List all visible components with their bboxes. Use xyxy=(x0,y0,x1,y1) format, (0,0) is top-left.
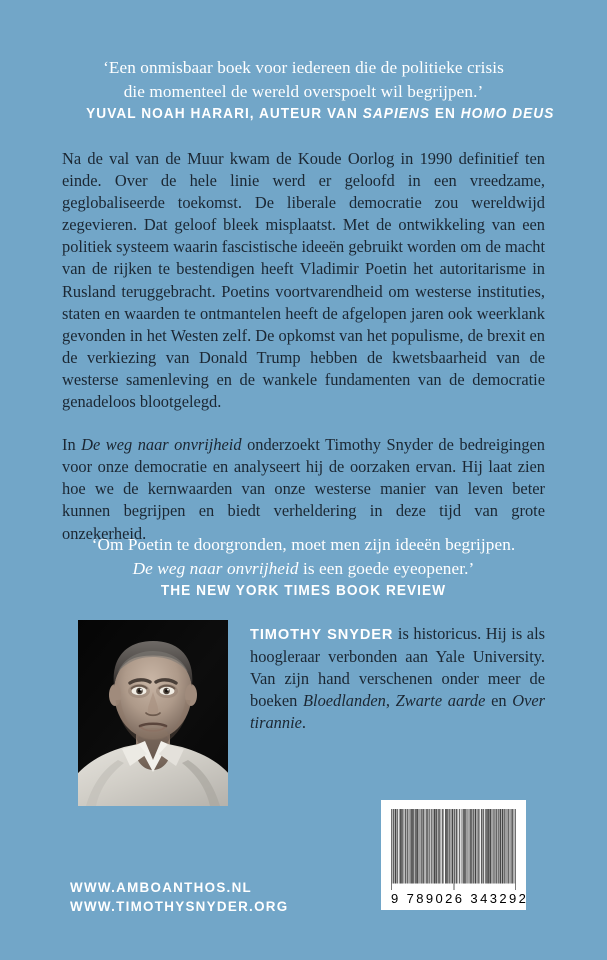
barcode-digits: 9 789026 343292 xyxy=(391,891,529,906)
bottom-pull-quote xyxy=(62,533,545,599)
author-name: TIMOTHY SNYDER xyxy=(250,627,394,643)
author-bio xyxy=(250,620,545,734)
top-quote-attribution xyxy=(86,105,555,122)
bottom-quote-attribution: THE NEW YORK TIMES BOOK REVIEW xyxy=(160,582,447,599)
author-book-zwarte-aarde: Zwarte aarde xyxy=(395,691,486,711)
blurb-p2-lead: In xyxy=(62,435,82,455)
bottom-quote-line-2-rest: is een goede eyeopener.’ xyxy=(298,558,475,578)
author-bio-sep-2: en xyxy=(485,691,513,711)
blurb-paragraph-1: Na de val van de Muur kwam de Koude Oorlog in 1990 definitief ten einde. Over de hele linie werd er geloofd in een vreedzame, geglobaliseerde toekomst. De liberale democratie zou wereldwijd zegevieren. Dat geloof bleek misplaatst. Met de ontwikkeling van een politiek systeem waarin fascistische ideeën gebruikt worden om de macht van de rijken te bestendigen heeft Vladimir Poetin het autoritarisme in Rusland teruggebracht. Poetins voortvarendheid om westerse instituties, staten en waarden te ontmantelen heeft de afgelopen jaren ook weerklank gevonden in het Westen zelf. De opkomst van het populisme, de brexit en de verkiezing van Donald Trump hebben de kwetsbaarheid van de westerse samenleving en de wankele fundamenten van de democratie genadeloos blootgelegd. xyxy=(62,149,545,412)
author-url[interactable]: WWW.TIMOTHYSNYDER.ORG xyxy=(70,899,289,914)
author-section xyxy=(78,620,545,806)
top-pull-quote xyxy=(62,56,555,122)
attribution-book-title-homo-deus: HOMO DEUS xyxy=(460,105,555,122)
publisher-url[interactable]: WWW.AMBOANTHOS.NL xyxy=(70,880,253,895)
author-book-over-tirannie: Over tirannie xyxy=(250,691,545,733)
top-quote-line-2: die momenteel de wereld overspoelt wil begrijpen.’ xyxy=(123,81,484,101)
blurb-paragraph-2 xyxy=(62,434,545,544)
author-book-bloedlanden: Bloedlanden xyxy=(303,691,386,711)
attribution-conjunction: EN xyxy=(430,105,461,122)
bottom-quote-book-title: De weg naar onvrijheid xyxy=(132,558,299,578)
top-quote-line-1: ‘Een onmisbaar boek voor iedereen die de politieke crisis xyxy=(103,58,504,77)
barcode xyxy=(381,800,529,910)
author-bio-end: . xyxy=(301,713,307,733)
attribution-book-title-sapiens: SAPIENS xyxy=(362,105,431,122)
bottom-quote-line-1: ‘Om Poetin te doorgronden, moet men zijn ideeën begrijpen. xyxy=(91,535,516,554)
barcode-bars xyxy=(391,809,516,890)
author-bio-sep-1: , xyxy=(385,691,396,711)
author-portrait-photo xyxy=(78,620,228,806)
attribution-source: YUVAL NOAH HARARI, AUTEUR VAN xyxy=(86,105,363,122)
blurb-book-title: De weg naar onvrijheid xyxy=(81,435,242,455)
author-bio-text-1: is historicus. Hij is als hoogleraar verbonden aan Yale University. Van zijn hand verschenen onder meer de boeken xyxy=(250,624,546,711)
blurb-text xyxy=(62,148,545,545)
website-urls xyxy=(70,878,288,916)
bottom-quote-line-2 xyxy=(62,557,545,581)
blurb-p2-rest: onderzoekt Timothy Snyder de bedreigingen voor onze democratie en analyseert hij de oorzaken ervan. Hij laat zien hoe we de kernwaarden van onze westerse manier van leven beter kunnen begrijpen en biedt verheldering in deze tijd van grote onzekerheid. xyxy=(62,435,545,543)
